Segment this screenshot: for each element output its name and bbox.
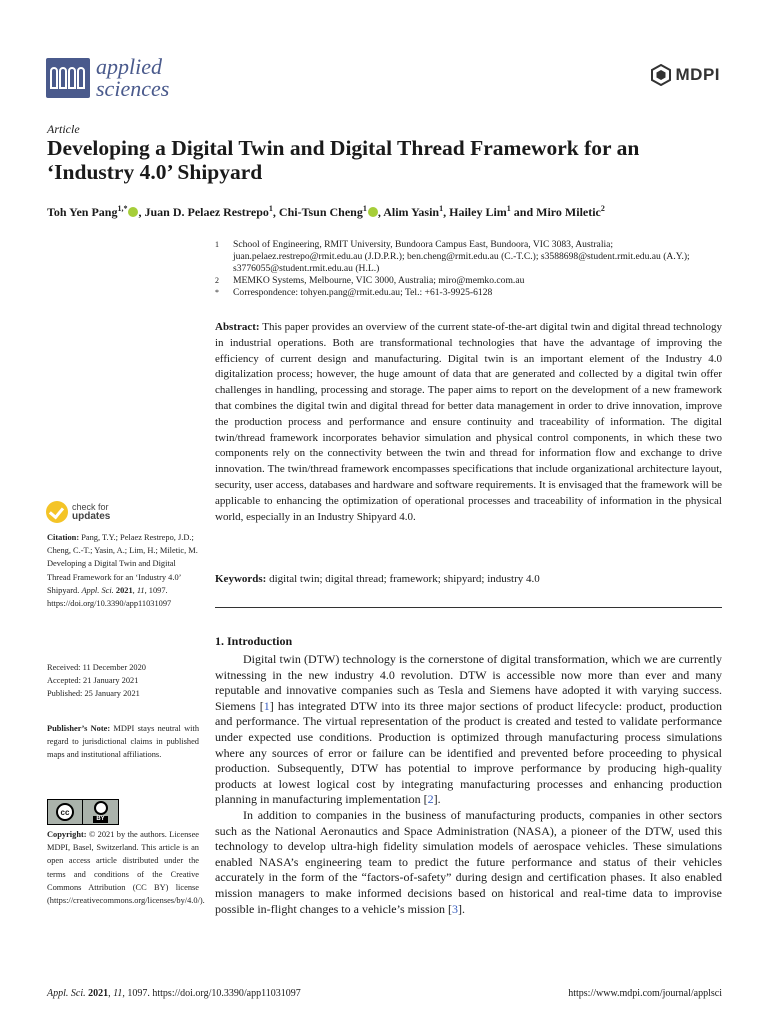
publication-dates: Received: 11 December 2020 Accepted: 21 January 2021 Published: 25 January 2021 — [47, 663, 146, 699]
citation: Citation: Pang, T.Y.; Pelaez Restrepo, J.D.; Cheng, C.-T.; Yasin, A.; Lim, H.; Miletic, M. Developing a Digital Twin and Digital Thread Framework for an ‘Industry 4.0’ Shipyard. Appl. Sci. 2021, 11, 1097. https://doi.org/10.3390/app11031097 — [47, 533, 198, 609]
attribution-person-icon — [94, 801, 108, 815]
journal-emblem-icon — [46, 58, 90, 98]
journal-name: applied sciences — [96, 54, 170, 101]
keywords — [215, 573, 722, 585]
abstract — [215, 320, 722, 525]
publisher-note: Publisher’s Note: MDPI stays neutral with regard to jurisdictional claims in published maps and institutional affiliations. — [47, 724, 200, 760]
publisher-name: MDPI — [675, 65, 720, 84]
paragraph: Digital twin (DTW) technology is the cornerstone of digital transformation, which we are currently witnessing in the new industry 4.0 revolution. DTW is accessible now more than ever and many reputable and innovative companies such as Tesla and Siemens have adopted it with varying success. Siemens [1] has integrated DTW into its three major sections of product lifecycle: product, production and performance. The virtual representation of the product is created and tested to validate performance under expected use conditions. Production is optimized through manufacturing process simulations where any sources of error or failure can be identified and prevented before proceeding to physical production. Subsequently, DTW has potential to improve performance by producing high-quality products at lowest logical cost by integrating manufacturing processes and enhancing production planning in manufacturing implementation [2]. — [215, 652, 722, 807]
author: Miro Miletic — [536, 205, 601, 219]
paragraph: In addition to companies in the business of manufacturing products, companies in other sectors such as the National Aeronautics and Space Administration (NASA), a pioneer of the DTW, used this technology to develop ultra-high fidelity simulation models of aerospace vehicles. These simulations enabled NASA’s engineering team to predict the future performance and status of their vehicles accurately in the form of the “factors-of-safety” during design and certification phases. It also enabled mission managers to make informed decisions based on historical and real-time data to improvise possible in-flight changes to a vehicle’s mission [3]. — [215, 807, 722, 916]
keywords-text: digital twin; digital thread; framework; shipyard; industry 4.0 — [269, 573, 540, 585]
cc-by-license-badge[interactable]: cc BY — [47, 799, 119, 825]
reference-link[interactable]: 3 — [451, 901, 458, 916]
correspondence: * Correspondence: tohyen.pang@rmit.edu.au; Tel.: +61-3-9925-6128 — [215, 287, 493, 298]
reference-link[interactable]: 1 — [263, 698, 270, 713]
publisher-logo — [650, 64, 721, 86]
check-updates-icon — [46, 501, 68, 523]
creative-commons-icon: cc — [56, 803, 74, 821]
journal-logo — [46, 56, 169, 100]
author: Chi-Tsun Cheng — [278, 205, 363, 219]
orcid-icon[interactable] — [368, 207, 378, 217]
citation-doi-link[interactable]: 1097. https://doi.org/10.3390/app11031097 — [47, 585, 172, 609]
author: Juan D. Pelaez Restrepo — [144, 205, 269, 219]
paper-title: Developing a Digital Twin and Digital Thread Framework for an ‘Industry 4.0’ Shipyard — [47, 136, 640, 184]
affiliations — [215, 239, 715, 299]
body-text — [215, 652, 722, 917]
abstract-label: Abstract: — [215, 321, 260, 333]
affiliation: 1 School of Engineering, RMIT University, Bundoora Campus East, Bundoora, VIC 3083, Australia; juan.pelaez.restrepo@rmit.edu.au (J.D.P.R.); ben.cheng@rmit.edu.au (C.-T.C.); s3588698@student.rmit.edu.au (A.Y.); s3776055@student.rmit.edu.au (H.L.) — [215, 239, 690, 274]
page-footer — [47, 988, 722, 999]
author: Alim Yasin — [383, 205, 440, 219]
journal-url-link[interactable]: https://www.mdpi.com/journal/applsci — [568, 988, 722, 999]
check-for-updates-button[interactable]: check for updates — [46, 501, 110, 523]
article-type: Article — [47, 122, 80, 136]
abstract-text: This paper provides an overview of the current state-of-the-art digital twin and digital thread technology in industrial operations. Both are transformational technologies that have the advantage of improving the efficiency of current design and manufacturing. Digital twin is an important element of the Industry 4.0 digitalization process; however, the huge amount of data that are generated and collected by a digital twin offer challenges in handling, processing and storage. The paper aims to report on the development of a new framework that combines the digital twin and digital thread for better data management in order to drive innovation, improve the production process and performance and ensure continuity and traceability of information. The digital twin/thread framework incorporates behavior simulation and physical control components, in which these two components rely on the connectivity between the twin and thread for information flow and exchange to drive innovation. The twin/thread framework encompasses specifications that include organizational architecture layout, security, user access, databases and hardware and software requirements. It is envisaged that the framework will be applicable to enhancing the optimization of operational processes and traceability of information in the physical world, especially in an Industry Shipyard 4.0. — [215, 321, 722, 523]
reference-link[interactable]: 2 — [427, 792, 434, 807]
orcid-icon[interactable] — [128, 207, 138, 217]
author: Toh Yen Pang — [47, 205, 118, 219]
author: Hailey Lim — [449, 205, 507, 219]
copyright-notice: Copyright: © 2021 by the authors. Licensee MDPI, Basel, Switzerland. This article is an open access article distributed under the terms and conditions of the Creative Commons Attribution (CC BY) license (https://creativecommons.org/licenses/by/4.0/). — [47, 830, 205, 906]
footer-citation: Appl. Sci. 2021, 11, 1097. https://doi.org/10.3390/app11031097 — [47, 988, 301, 999]
keywords-label: Keywords: — [215, 573, 267, 585]
author-list: Toh Yen Pang$^{1,*}$ , Juan D. Pelaez Restrepo$^1$, Chi-Tsun Cheng$^1$ , Alim Yasin$^1$, Hailey Lim$^1$ and Miro Miletic$^2$ — [47, 204, 605, 219]
section-heading: 1. Introduction — [215, 634, 293, 648]
mdpi-hexagon-icon — [650, 64, 672, 86]
affiliation: 2 MEMKO Systems, Melbourne, VIC 3000, Australia; miro@memko.com.au — [215, 275, 525, 286]
section-divider — [215, 607, 722, 608]
